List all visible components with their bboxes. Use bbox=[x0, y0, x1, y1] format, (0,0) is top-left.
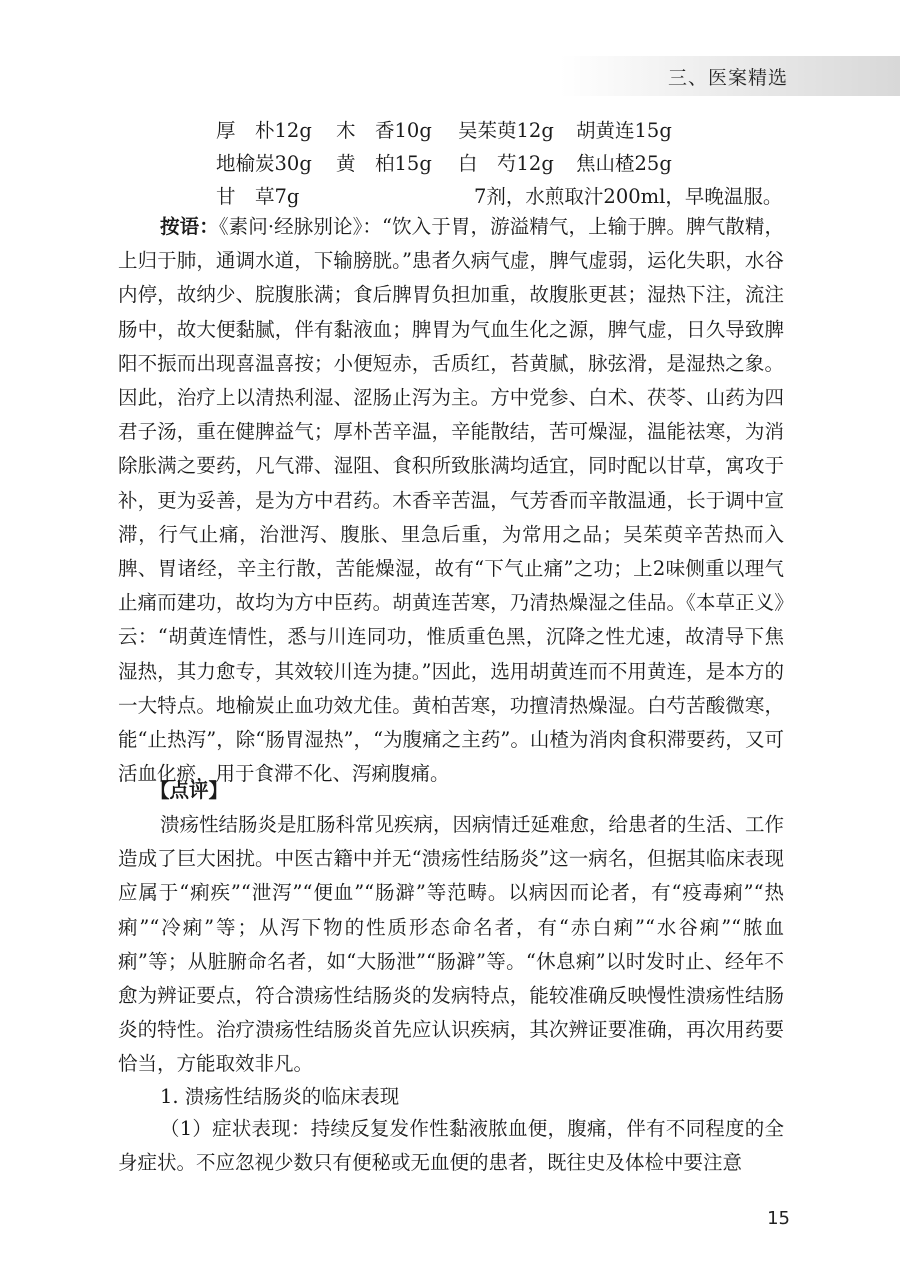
clinical-subheading: 1. 溃疡性结肠炎的临床表现 bbox=[160, 1085, 400, 1108]
commentary-lead: 按语： bbox=[160, 215, 219, 238]
review-heading: 【点评】 bbox=[150, 779, 229, 802]
running-header-title: 三、医案精选 bbox=[667, 67, 788, 89]
page-number: 15 bbox=[767, 1208, 790, 1229]
herb-item: 地榆炭30g bbox=[216, 152, 312, 175]
commentary-body: 《素问·经脉别论》：“饮入于胃，游溢精气，上输于脾。脾气散精，上归于肺，通调水道，下输膀胱。”患者久病气虚，脾气虚弱，运化失职，水谷内停，故纳少、脘腹胀满；食后脾胃负担加重，故腹胀更甚；湿热下注，流注肠中，故大便黏腻，伴有黏液血；脾胃为气血生化之源，脾气虚，日久导致脾阳不振而出现喜温喜按；小便短赤，舌质红，苔黄腻，脉弦滑，是湿热之象。因此，治疗上以清热利湿、涩肠止泻为主。方中党参、白术、茯苓、山药为四君子汤，重在健脾益气；厚朴苦辛温，辛能散结，苦可燥湿，温能祛寒，为消除胀满之要药，凡气滞、湿阻、食积所致胀满均适宜，同时配以甘草，寓攻于补，更为妥善，是为方中君药。木香辛苦温，气芳香而辛散温通，长于调中宣滞，行气止痛，治泄泻、腹胀、里急后重，为常用之品；吴茱萸辛苦热而入脾、胃诸经，辛主行散，苦能燥湿，故有“下气止痛”之功；上2味侧重以理气止痛而建功，故均为方中臣药。胡黄连苦寒，乃清热燥湿之佳品。《本草正义》云：“胡黄连情性，悉与川连同功，惟质重色黑，沉降之性尤速，故清导下焦湿热，其力愈专，其效较川连为捷。”因此，选用胡黄连而不用黄连，是本方的一大特点。地榆炭止血功效尤佳。黄柏苦寒，功擅清热燥湿。白芍苦酸微寒，能“止热泻”，除“肠胃湿热”，“为腹痛之主药”。山楂为消肉食积滞要药，又可活血化瘀，用于食滞不化、泻痢腹痛。 bbox=[118, 215, 784, 786]
prescription-row-1 bbox=[216, 115, 672, 143]
prescription-row-3 bbox=[216, 181, 783, 209]
herb-item: 木 香10g bbox=[336, 119, 432, 142]
prescription-row-2 bbox=[216, 148, 672, 176]
herb-item: 白 芍12g bbox=[458, 152, 554, 175]
herb-item: 吴茱萸12g bbox=[458, 119, 554, 142]
clinical-paragraph: （1）症状表现：持续反复发作性黏液脓血便，腹痛，伴有不同程度的全身症状。不应忽视少数只有便秘或无血便的患者，既往史及体检中要注意 bbox=[118, 1117, 784, 1175]
review-paragraph: 溃疡性结肠炎是肛肠科常见疾病，因病情迁延难愈，给患者的生活、工作造成了巨大困扰。中医古籍中并无“溃疡性结肠炎”这一病名，但据其临床表现应属于“痢疾”“泄泻”“便血”“肠澼”等范畴。以病因而论者，有“疫毒痢”“热痢”“冷痢”等；从泻下物的性质形态命名者，有“赤白痢”“水谷痢”“脓血痢”等；从脏腑命名者，如“大肠泄”“肠澼”等。“休息痢”以时发时止、经年不愈为辨证要点，符合溃疡性结肠炎的发病特点，能较准确反映慢性溃疡性结肠炎的特性。治疗溃疡性结肠炎首先应认识疾病，其次辨证要准确，再次用药要恰当，方能取效非凡。 bbox=[118, 813, 785, 1076]
dosage-instructions: 7剂，水煎取汁200ml，早晚温服。 bbox=[474, 185, 783, 208]
herb-item: 胡黄连15g bbox=[576, 119, 672, 142]
commentary-paragraph bbox=[118, 210, 784, 791]
herb-item: 焦山楂25g bbox=[576, 152, 672, 175]
herb-item: 甘 草7g bbox=[216, 185, 300, 208]
herb-item: 厚 朴12g bbox=[216, 119, 312, 142]
herb-item: 黄 柏15g bbox=[336, 152, 432, 175]
